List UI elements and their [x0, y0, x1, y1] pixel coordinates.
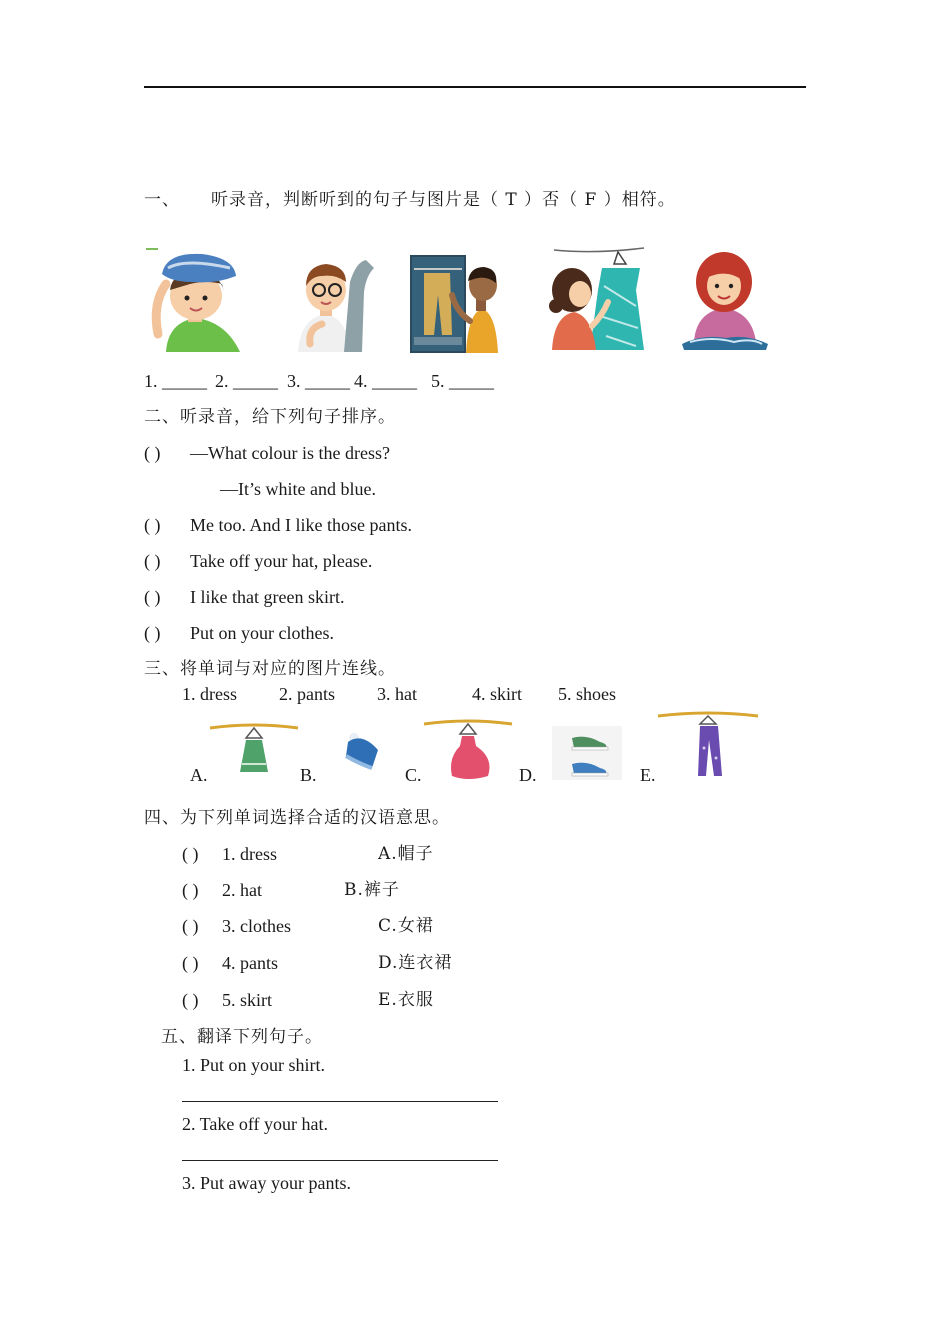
- answer-blank-5[interactable]: 5. _____: [431, 371, 494, 391]
- match-word-1[interactable]: 1. dress: [182, 684, 237, 704]
- translate-sentence-2: 2. Take off your hat.: [182, 1114, 329, 1134]
- answer-blank-1[interactable]: 1. _____: [144, 371, 207, 391]
- order-sentence-2: Me too. And I like those pants.: [190, 515, 412, 535]
- section4-heading: 四、为下列单词选择合适的汉语意思。: [144, 808, 450, 828]
- choice-word-4: 4. pants: [222, 953, 278, 973]
- translate-answer-line-1[interactable]: [182, 1101, 498, 1102]
- boy-jacket-picture: [292, 252, 384, 352]
- order-paren-2[interactable]: ( ): [144, 515, 161, 535]
- choice-paren-4[interactable]: ( ): [182, 953, 199, 973]
- choice-option-d: D.连衣裙: [378, 953, 453, 973]
- section3-heading: 三、将单词与对应的图片连线。: [144, 659, 396, 679]
- green-skirt-picture[interactable]: [208, 720, 300, 776]
- match-letter-d: D.: [519, 765, 537, 785]
- choice-paren-3[interactable]: ( ): [182, 916, 199, 936]
- section2-heading: 二、听录音，给下列句子排序。: [144, 407, 396, 427]
- translate-answer-line-2[interactable]: [182, 1160, 498, 1161]
- choice-word-1: 1. dress: [222, 844, 277, 864]
- order-sentence-1: —What colour is the dress?: [190, 443, 390, 463]
- header-rule: [144, 86, 806, 88]
- section1-number: 一、: [144, 190, 180, 210]
- match-word-3[interactable]: 3. hat: [377, 684, 417, 704]
- order-paren-4[interactable]: ( ): [144, 587, 161, 607]
- section1-heading: 听录音，判断听到的句子与图片是（ T ）否（ F ）相符。: [211, 190, 676, 210]
- order-paren-1[interactable]: ( ): [144, 443, 161, 463]
- girl-dress-picture: [546, 246, 648, 350]
- choice-word-2: 2. hat: [222, 880, 262, 900]
- girl-folding-picture: [682, 250, 768, 350]
- sneakers-picture[interactable]: [552, 726, 622, 780]
- choice-paren-5[interactable]: ( ): [182, 990, 199, 1010]
- answer-blank-3[interactable]: 3. _____: [287, 371, 350, 391]
- purple-pants-picture[interactable]: [656, 708, 760, 780]
- order-sentence-4: I like that green skirt.: [190, 587, 345, 607]
- boy-hat-picture: [146, 244, 246, 352]
- translate-sentence-3: 3. Put away your pants.: [182, 1173, 351, 1193]
- match-word-4[interactable]: 4. skirt: [472, 684, 523, 704]
- boy-wardrobe-picture: [410, 255, 506, 353]
- order-sentence-5: Put on your clothes.: [190, 623, 334, 643]
- order-paren-3[interactable]: ( ): [144, 551, 161, 571]
- order-sentence-1-reply: —It’s white and blue.: [220, 479, 376, 499]
- section5-heading: 五、翻译下列句子。: [161, 1027, 323, 1047]
- choice-option-a: A.帽子: [378, 844, 434, 864]
- choice-option-e: E.衣服: [378, 990, 434, 1010]
- order-paren-5[interactable]: ( ): [144, 623, 161, 643]
- pink-dress-picture[interactable]: [422, 716, 514, 780]
- answer-blank-4[interactable]: 4. _____: [354, 371, 417, 391]
- choice-word-5: 5. skirt: [222, 990, 273, 1010]
- order-sentence-3: Take off your hat, please.: [190, 551, 373, 571]
- choice-paren-1[interactable]: ( ): [182, 844, 199, 864]
- choice-paren-2[interactable]: ( ): [182, 880, 199, 900]
- answer-blank-2[interactable]: 2. _____: [215, 371, 278, 391]
- choice-option-b: B.裤子: [344, 880, 400, 900]
- translate-sentence-1: 1. Put on your shirt.: [182, 1055, 326, 1075]
- match-letter-e: E.: [640, 765, 656, 785]
- match-letter-a: A.: [190, 765, 208, 785]
- choice-word-3: 3. clothes: [222, 916, 291, 936]
- match-word-2[interactable]: 2. pants: [279, 684, 335, 704]
- blue-hat-picture[interactable]: [342, 730, 382, 770]
- choice-option-c: C.女裙: [378, 916, 434, 936]
- match-word-5[interactable]: 5. shoes: [558, 684, 616, 704]
- match-letter-b: B.: [300, 765, 317, 785]
- match-letter-c: C.: [405, 765, 422, 785]
